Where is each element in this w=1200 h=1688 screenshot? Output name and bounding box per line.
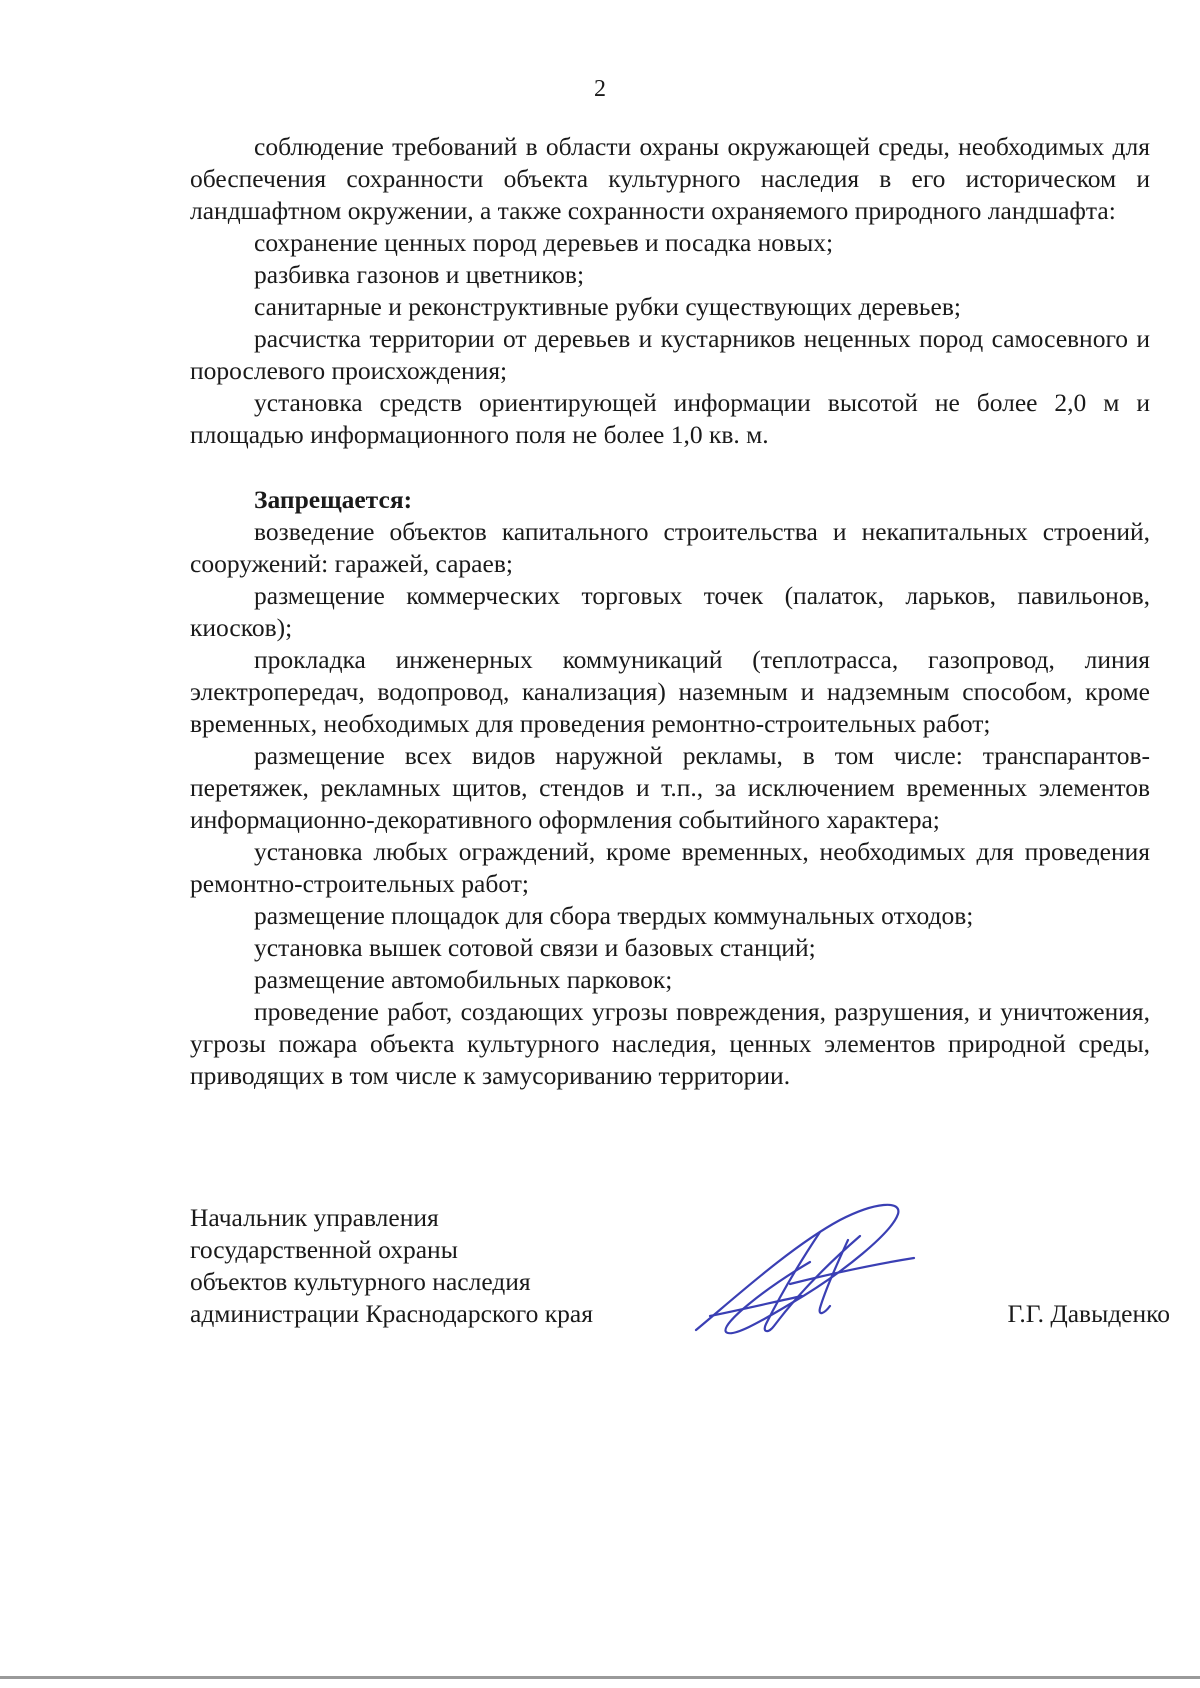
signatory-title bbox=[190, 1202, 750, 1330]
signatory-title-line: Начальник управления bbox=[190, 1203, 439, 1232]
paragraph: установка средств ориентирующей информации высотой не более 2,0 м и площадью информационного поля не более 1,0 кв. м. bbox=[190, 388, 1150, 449]
paragraph: проведение работ, создающих угрозы повреждения, разрушения, и уничтожения, угрозы пожара объекта культурного наследия, ценных элементов природной среды, приводящих в том числе к замусориванию территории. bbox=[190, 997, 1150, 1090]
signature-block bbox=[190, 1202, 1170, 1362]
paragraph: прокладка инженерных коммуникаций (теплотрасса, газопровод, линия электропередач, водопровод, канализация) наземным и надземным способом, кроме временных, необходимых для проведения ремонтно-строительных работ; bbox=[190, 645, 1150, 738]
paragraph: возведение объектов капитального строительства и некапитальных строений, сооружений: гаражей, сараев; bbox=[190, 517, 1150, 578]
paragraph: сохранение ценных пород деревьев и посадка новых; bbox=[254, 228, 834, 257]
paragraph: размещение автомобильных парковок; bbox=[254, 965, 673, 994]
page-number: 2 bbox=[594, 76, 606, 102]
paragraph: установка вышек сотовой связи и базовых станций; bbox=[254, 933, 816, 962]
scan-edge-line bbox=[0, 1676, 1200, 1679]
handwritten-signature bbox=[670, 1192, 920, 1352]
paragraph: санитарные и реконструктивные рубки существующих деревьев; bbox=[254, 292, 961, 321]
paragraph: соблюдение требований в области охраны окружающей среды, необходимых для обеспечения сохранности объекта культурного наследия в его историческом и ландшафтном окружении, а также сохранности охраняемого природного ландшафта: bbox=[190, 132, 1150, 225]
signatory-title-line: объектов культурного наследия bbox=[190, 1267, 531, 1296]
signatory-name: Г.Г. Давыденко bbox=[1007, 1299, 1170, 1328]
section-heading-prohibited: Запрещается: bbox=[254, 485, 413, 514]
paragraph: разбивка газонов и цветников; bbox=[254, 260, 585, 289]
document-body bbox=[190, 131, 1150, 1092]
paragraph: размещение коммерческих торговых точек (палаток, ларьков, павильонов, киосков); bbox=[190, 581, 1150, 642]
signatory-title-line: государственной охраны bbox=[190, 1235, 458, 1264]
paragraph: расчистка территории от деревьев и кустарников неценных пород самосевного и порослевого происхождения; bbox=[190, 324, 1150, 385]
paragraph: размещение всех видов наружной рекламы, в том числе: транспарантов-перетяжек, рекламных щитов, стендов и т.п., за исключением временных элементов информационно-декоративного оформления событийного характера; bbox=[190, 741, 1150, 834]
paragraph: размещение площадок для сбора твердых коммунальных отходов; bbox=[254, 901, 974, 930]
paragraph: установка любых ограждений, кроме временных, необходимых для проведения ремонтно-строительных работ; bbox=[190, 837, 1150, 898]
signatory-title-line: администрации Краснодарского края bbox=[190, 1299, 593, 1328]
